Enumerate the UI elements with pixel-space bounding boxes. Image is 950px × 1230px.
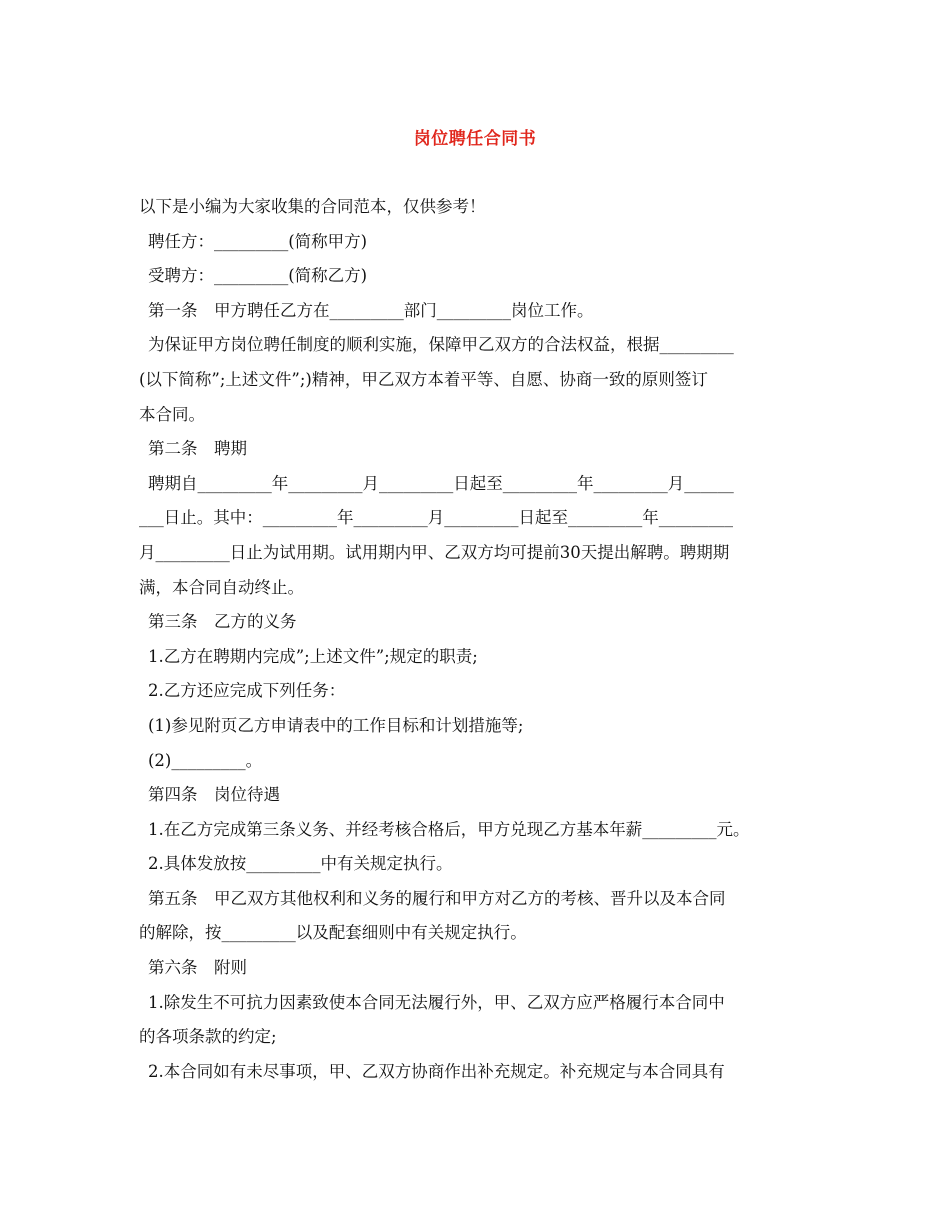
paragraph-line: 聘期自_________年_________月_________日起至_________年_________月______: [148, 473, 734, 493]
paragraph-line: (以下简称”;上述文件”;)精神，甲乙双方本着平等、自愿、协商一致的原则签订: [139, 369, 708, 389]
clause-item: 2.具体发放按_________中有关规定执行。: [148, 854, 453, 874]
article-5-heading: 第五条 甲乙双方其他权利和义务的履行和甲方对乙方的考核、晋升以及本合同: [148, 888, 726, 908]
article-2-heading: 第二条 聘期: [148, 439, 247, 459]
paragraph-line: 满，本合同自动终止。: [139, 577, 304, 597]
clause-item: 1.乙方在聘期内完成”;上述文件”;规定的职责;: [148, 646, 478, 666]
intro-line: 以下是小编为大家收集的合同范本，仅供参考！: [139, 197, 486, 216]
paragraph-line: 为保证甲方岗位聘任制度的顺利实施，保障甲乙双方的合法权益，根据_________: [148, 335, 734, 355]
paragraph-line: 月_________日止为试用期。试用期内甲、乙双方均可提前30天提出解聘。聘期期: [139, 542, 730, 562]
article-1-heading: 第一条 甲方聘任乙方在_________部门_________岗位工作。: [148, 300, 594, 320]
employer-line: 聘任方：_________(简称甲方): [148, 231, 368, 251]
clause-item: 2.本合同如有未尽事项，甲、乙双方协商作出补充规定。补充规定与本合同具有: [148, 1061, 725, 1081]
article-4-heading: 第四条 岗位待遇: [148, 785, 280, 805]
document-title: 岗位聘任合同书: [413, 129, 537, 149]
article-6-heading: 第六条 附则: [148, 958, 247, 978]
clause-item: 2.乙方还应完成下列任务：: [148, 681, 346, 701]
paragraph-line: 的解除，按_________以及配套细则中有关规定执行。: [139, 923, 527, 943]
clause-item: 1.除发生不可抗力因素致使本合同无法履行外，甲、乙双方应严格履行本合同中: [148, 992, 725, 1012]
article-3-heading: 第三条 乙方的义务: [148, 612, 297, 632]
clause-item: (2)_________。: [148, 750, 263, 770]
paragraph-line: ___日止。其中：_________年_________月_________日起至_________年_________: [139, 508, 733, 528]
clause-item: (1)参见附页乙方申请表中的工作目标和计划措施等;: [148, 715, 524, 735]
paragraph-line: 的各项条款的约定;: [139, 1027, 277, 1047]
paragraph-line: 本合同。: [139, 404, 205, 424]
document-body: [139, 190, 819, 1089]
clause-item: 1.在乙方完成第三条义务、并经考核合格后，甲方兑现乙方基本年薪_________元。: [148, 819, 750, 839]
employee-line: 受聘方：_________(简称乙方): [148, 266, 368, 286]
